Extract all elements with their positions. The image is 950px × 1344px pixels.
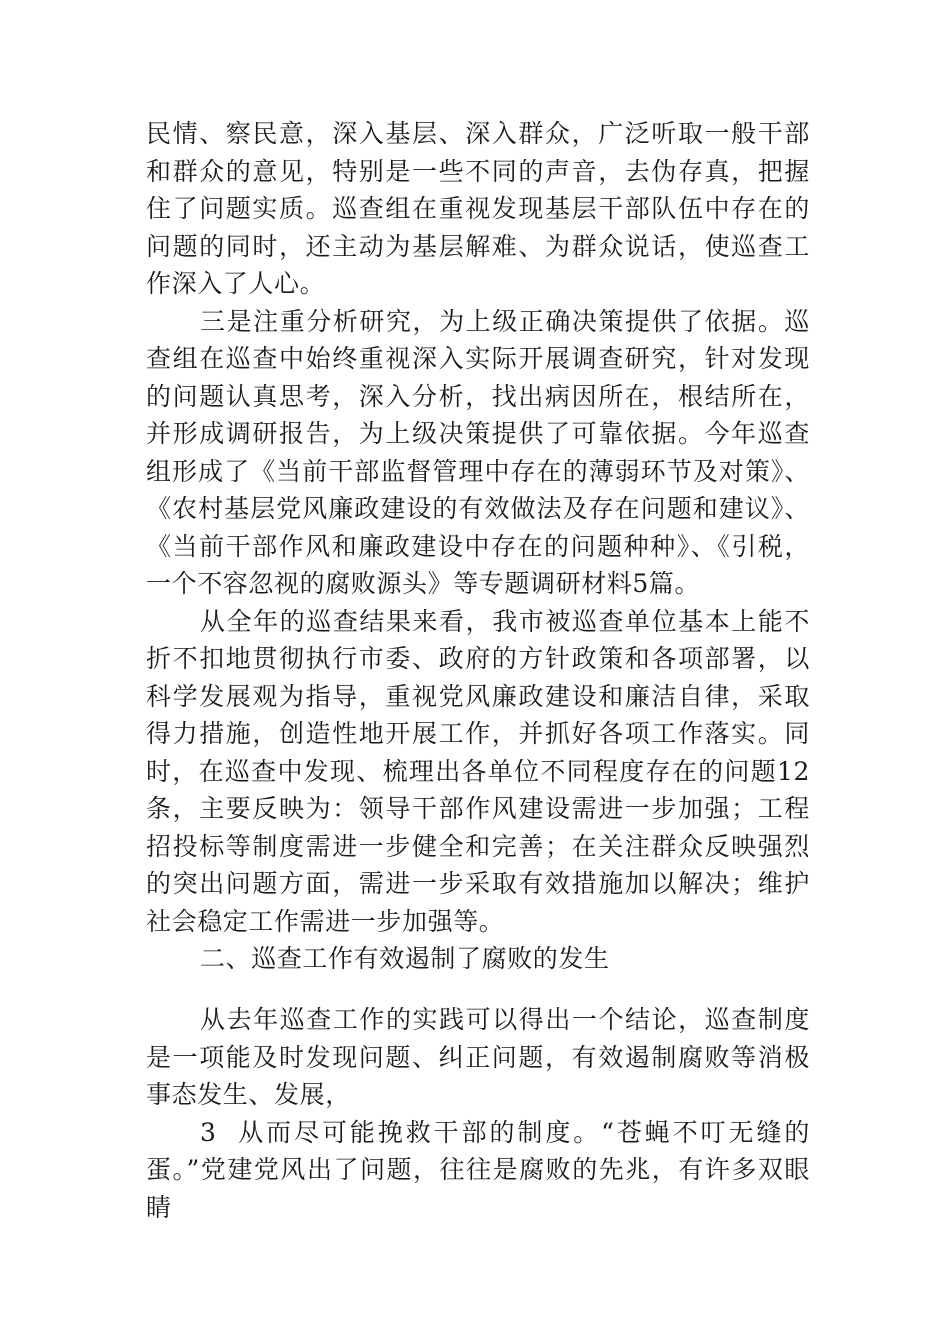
paragraph-3: 从全年的巡查结果来看，我市被巡查单位基本上能不折不扣地贯彻执行市委、政府的方针政策和各项部署，以科学发展观为指导，重视党风廉政建设和廉洁自律，采取得力措施，创造性地开展工作，并抓好各项工作落实。同时，在巡查中发现、梳理出各单位不同程度存在的问题12条，主要反映为：领导干部作风建设需进一步加强；工程招投标等制度需进一步健全和完善；在关注群众反映强烈的突出问题方面，需进一步采取有效措施加以解决；维护社会稳定工作需进一步加强等。 — [146, 606, 810, 936]
body-text-continued — [146, 1001, 810, 1226]
paragraph-6-text: 从而尽可能挽救干部的制度。“苍蝇不叮无缝的蛋。”党建党风出了问题，往往是腐败的先兆，有许多双眼睛 — [146, 1117, 810, 1222]
paragraph-2: 三是注重分析研究，为上级正确决策提供了依据。巡查组在巡查中始终重视深入实际开展调查研究，针对发现的问题认真思考，深入分析，找出病因所在，根结所在，并形成调研报告，为上级决策提供了可靠依据。今年巡查组形成了《当前干部监督管理中存在的薄弱环节及对策》、《农村基层党风廉政建设的有效做法及存在问题和建议》、《当前干部作风和廉政建设中存在的问题种种》、《引税，一个不容忽视的腐败源头》等专题调研材料5篇。 — [146, 306, 810, 598]
page-number: 3 — [200, 1117, 217, 1147]
body-text — [146, 115, 810, 978]
section-heading: 二、巡查工作有效遏制了腐败的发生 — [200, 944, 610, 973]
paragraph-6 — [146, 1114, 810, 1227]
paragraph-5: 从去年巡查工作的实践可以得出一个结论，巡查制度是一项能及时发现问题、纠正问题，有效遏制腐败等消极事态发生、发展， — [146, 1005, 810, 1109]
paragraph-1: 民情、察民意，深入基层、深入群众，广泛听取一般干部和群众的意见，特别是一些不同的声音，去伪存真，把握住了问题实质。巡查组在重视发现基层干部队伍中存在的问题的同时，还主动为基层解难、为群众说话，使巡查工作深入了人心。 — [146, 119, 810, 298]
